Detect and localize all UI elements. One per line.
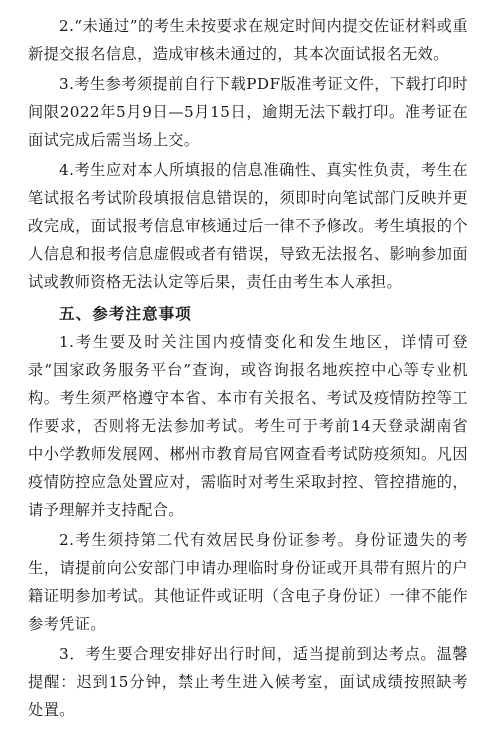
paragraph-id-card: 2.考生须持第二代有效居民身份证参考。身份证遗失的考生，请提前向公安部门申请办理临时身份证或开具带有照片的户籍证明参加考试。其他证件或证明（含电子身份证）一律不能作参考凭证。 (28, 531, 468, 633)
section-heading-exam-notes: 五、参考注意事项 (59, 305, 192, 323)
paragraph-epidemic-prevention: 1.考生要及时关注国内疫情变化和发生地区，详情可登录“国家政务服务平台”查询，或咨询报名地疾控中心等专业机构。考生须严格遵守本省、本市有关报名、考试及疫情防控等工作要求，否则将无法参加考试。考生可于考前14天登录湖南省中小学教师发展网、郴州市教育局官网查看考试防疫须知。凡因疫情防控应急处置应对，需临时对考生采取封控、管控措施的，请予理解并支持配合。 (28, 333, 468, 519)
paragraph-arrival-time: 3．考生要合理安排好出行时间，适当提前到达考点。温馨提醒：迟到15分钟，禁止考生进入候考室，面试成绩按照缺考处置。 (28, 645, 468, 719)
document-page (28, 12, 468, 724)
paragraph-information-accuracy: 4.考生应对本人所填报的信息准确性、真实性负责，考生在笔试报名考试阶段填报信息错误的，须即时向笔试部门反映并更改完成，面试报考信息审核通过后一律不予修改。考生填报的个人信息和报考信息虚假或者有错误，导致无法报名、影响参加面试或教师资格无法认定等后果，责任由考生本人承担。 (28, 161, 468, 291)
paragraph-review-failed: 2.“未通过”的考生未按要求在规定时间内提交佐证材料或重新提交报名信息，造成审核未通过的，其本次面试报名无效。 (28, 17, 468, 63)
paragraph-admission-ticket: 3.考生参考须提前自行下载PDF版准考证文件，下载打印时间限2022年5月9日—5月15日，逾期无法下载打印。准考证在面试完成后需当场上交。 (28, 75, 468, 149)
